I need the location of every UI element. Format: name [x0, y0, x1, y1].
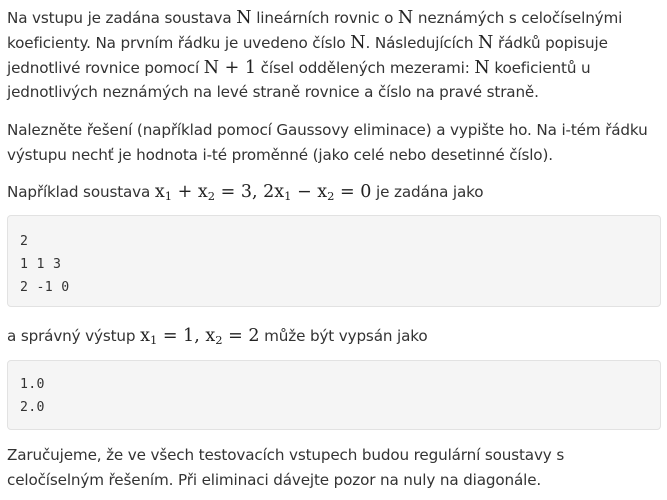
text: a správný výstup	[7, 327, 141, 345]
math-equation-system: $x_1 + x_2 = 3$, $2x_1 - x_2 = 0$	[154, 182, 372, 203]
text: neznámých s celočíselnými koeficienty. Na prvním řádku je uvedeno číslo	[7, 9, 623, 52]
text: čísel oddělených mezerami:	[256, 58, 475, 77]
code-block-output-example	[7, 360, 661, 430]
code-line: 2 -1 0	[20, 280, 70, 295]
text: Například soustava	[7, 183, 155, 201]
math-n: N	[350, 32, 366, 53]
paragraph-example-system	[7, 180, 663, 205]
paragraph-task: Nalezněte řešení (například pomocí Gaussovy eliminace) a vypište ho. Na i-tém řádku výstupu nechť je hodnota i-té proměnné (jako celé nebo desetinné číslo).	[7, 121, 648, 164]
math-n: N	[474, 57, 490, 78]
code-line: 1.0	[20, 377, 45, 392]
math-solution: $x_1 = 1$, $x_2 = 2$	[140, 326, 260, 347]
text: koeficientů u jednotlivých neznámých na levé straně rovnice a číslo na pravé straně.	[7, 58, 591, 102]
text: Na vstupu je zadána soustava	[7, 9, 237, 27]
code-line: 2.0	[20, 400, 45, 415]
text: lineárních rovnic o	[251, 9, 398, 27]
code-line: 2	[20, 234, 29, 249]
code-block-input-example	[7, 215, 661, 307]
code-line: 1 1 3	[20, 257, 62, 272]
paragraph-expected-output	[7, 324, 663, 349]
math-n: N	[236, 8, 252, 28]
text: . Následujících	[365, 33, 479, 52]
math-n: N	[397, 8, 414, 28]
text: řádků popisuje jednotlivé rovnice pomocí	[7, 33, 608, 77]
math-n-plus-1: N + 1	[203, 57, 256, 78]
text: může být vypsán jako	[259, 327, 428, 345]
paragraph-guarantee: Zaručujeme, že ve všech testovacích vstupech budou regulární soustavy s celočíselným řešením. Při eliminaci dávejte pozor na nuly na diagonále.	[7, 446, 565, 489]
text: je zadána jako	[371, 183, 484, 201]
math-n: N	[478, 32, 494, 53]
paragraph-input-format	[7, 6, 663, 105]
